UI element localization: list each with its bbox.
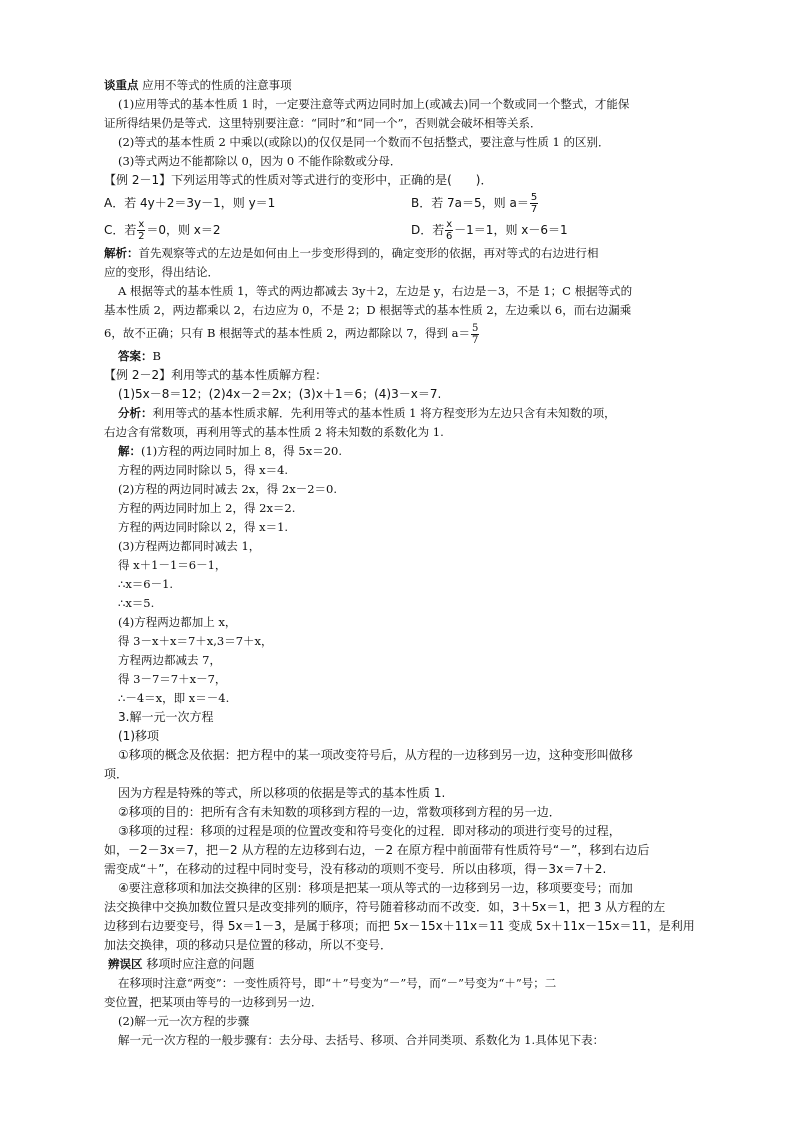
analysis-line: 解析：首先观察等式的左边是如何由上一步变形得到的，确定变形的依据，再对等式的右边进行相 [104, 246, 599, 260]
example-title: 【例 2－1】下列运用等式的性质对等式进行的变形中，正确的是( )． [104, 173, 493, 187]
solution-line: 方程两边都减去 7， [118, 653, 221, 667]
solution-line: ∴x＝5. [118, 596, 155, 610]
fraction: $\frac{5}{7}$ [472, 322, 479, 346]
paragraph-line: 边移到右边要变号，得 5x＝1－3，是属于移项；而把 5x－15x＋11x＝11 变成 5x＋11x－15x＝11，是利用 [104, 919, 695, 933]
solution-line: (3)方程两边都同时减去 1， [118, 539, 261, 553]
section-heading [104, 76, 724, 95]
example-title: 【例 2－2】利用等式的基本性质解方程： [104, 368, 328, 382]
solution-line: 方程的两边同时加上 2，得 2x＝2. [118, 501, 296, 515]
paragraph-line: 在移项时注意“两变”：一变性质符号，即“＋”号变为“－”号，而“－”号变为“＋”号；二 [118, 976, 557, 990]
warning-heading [104, 955, 724, 974]
note-line: (3)等式两边不能都除以 0，因为 0 不能作除数或分母． [118, 154, 402, 168]
option-c: C．若 $\frac{x}{2}$ ＝0，则 x＝2 [104, 219, 221, 242]
solution-line: 方程的两边同时除以 2，得 x＝1. [118, 520, 289, 534]
heading-title: 应用不等式的性质的注意事项 [138, 78, 292, 92]
fraction: $\frac{5}{7}$ [530, 192, 538, 215]
problem-list: (1)5x－8＝12；(2)4x－2＝2x；(3)x＋1＝6；(4)3－x＝7. [118, 387, 442, 401]
options-row [104, 190, 724, 217]
note-line: (1)应用等式的基本性质 1 时，一定要注意等式两边同时加上(或减去)同一个数或同一个整式，才能保 [118, 97, 630, 111]
solution-line: 解：(1)方程的两边同时加上 8，得 5x＝20. [118, 444, 343, 458]
analysis-line: 右边含有常数项，再利用等式的基本性质 2 将未知数的系数化为 1. [104, 425, 444, 439]
paragraph-line: 变位置，把某项由等号的一边移到另一边． [104, 995, 323, 1009]
warning-label: 辨误区 [108, 957, 143, 971]
answer-line: 答案：B [118, 349, 161, 363]
solution-line: ∴－4＝x，即 x＝－4. [118, 691, 230, 705]
solution-line: 得 3－7＝7＋x－7， [118, 672, 227, 686]
solution-line: 得 x＋1－1＝6－1， [118, 558, 227, 572]
analysis-line: 6，故不正确；只有 B 根据等式的基本性质 2，两边都除以 7，得到 a＝ $\frac{5}{7}$ [104, 322, 479, 346]
paragraph-line: ①移项的概念及依据：把方程中的某一项改变符号后，从方程的一边移到另一边，这种变形叫做移 [118, 748, 633, 762]
paragraph-line: 如，－2－3x＝7，把－2 从方程的左边移到右边，－2 在原方程中前面带有性质符号“－”，移到右边后 [104, 843, 650, 857]
section-title: 3.解一元一次方程 [118, 710, 214, 724]
options-row [104, 217, 724, 244]
option-a: A．若 4y＋2＝3y－1，则 y＝1 [104, 196, 276, 210]
analysis-line: 应的变形，得出结论． [104, 265, 219, 279]
option-b: B．若 7a＝5，则 a＝ $\frac{5}{7}$ [411, 192, 538, 215]
paragraph-line: ②移项的目的：把所有含有未知数的项移到方程的一边，常数项移到方程的另一边． [118, 805, 561, 819]
analysis-line: A 根据等式的基本性质 1，等式的两边都减去 3y＋2，左边是 y，右边是－3，不是 1；C 根据等式的 [118, 284, 633, 298]
paragraph-line: 需变成“＋”，在移动的过程中同时变号，没有移动的项则不变号．所以由移项，得－3x＝7＋2. [104, 862, 607, 876]
paragraph-line: ④要注意移项和加法交换律的区别：移项是把某一项从等式的一边移到另一边，移项要变号；而加 [118, 881, 633, 895]
paragraph-line: ③移项的过程：移项的过程是项的位置改变和符号变化的过程．即对移动的项进行变号的过程， [118, 824, 621, 838]
solution-line: (2)方程的两边同时减去 2x，得 2x－2＝0. [118, 482, 337, 496]
paragraph-line: 法交换律中交换加数位置只是改变排列的顺序，符号随着移动而不改变．如，3＋5x＝1，把 3 从方程的左 [104, 900, 666, 914]
document-page [104, 76, 724, 1050]
analysis-line: 基本性质 2，两边都乘以 2，右边应为 0，不是 2；D 根据等式的基本性质 2，左边乘以 6，而右边漏乘 [104, 303, 632, 317]
solution-line: ∴x＝6－1. [118, 577, 174, 591]
paragraph-line: 加法交换律，项的移动只是位置的移动，所以不变号． [104, 938, 393, 952]
fraction: $\frac{x}{6}$ [446, 219, 453, 242]
analysis-line: 分析：利用等式的基本性质求解．先利用等式的基本性质 1 将方程变形为左边只含有未知数的项， [118, 406, 616, 420]
paragraph-line: 解一元一次方程的一般步骤有：去分母、去括号、移项、合并同类项、系数化为 1.具体见下表： [118, 1033, 605, 1047]
note-line: (2)等式的基本性质 2 中乘以(或除以)的仅仅是同一个数而不包括整式，要注意与性质 1 的区别． [118, 135, 610, 149]
subsection-title: (1)移项 [118, 729, 159, 743]
paragraph-line: 项． [104, 767, 129, 781]
subsection-title: (2)解一元一次方程的步骤 [118, 1014, 250, 1028]
paragraph-line: 因为方程是特殊的等式，所以移项的依据是等式的基本性质 1. [118, 786, 446, 800]
solution-line: 得 3－x＋x＝7＋x,3＝7＋x， [118, 634, 273, 648]
note-line: 证所得结果仍是等式．这里特别要注意：“同时”和“同一个”，否则就会破坏相等关系． [104, 116, 542, 130]
option-d: D．若 $\frac{x}{6}$ －1＝1，则 x－6＝1 [411, 219, 568, 242]
warning-title: 移项时应注意的问题 [142, 957, 255, 971]
solution-line: (4)方程两边都加上 x， [118, 615, 237, 629]
heading-label: 谈重点 [104, 78, 139, 92]
solution-line: 方程的两边同时除以 5，得 x＝4. [118, 463, 289, 477]
fraction: $\frac{x}{2}$ [138, 219, 145, 242]
